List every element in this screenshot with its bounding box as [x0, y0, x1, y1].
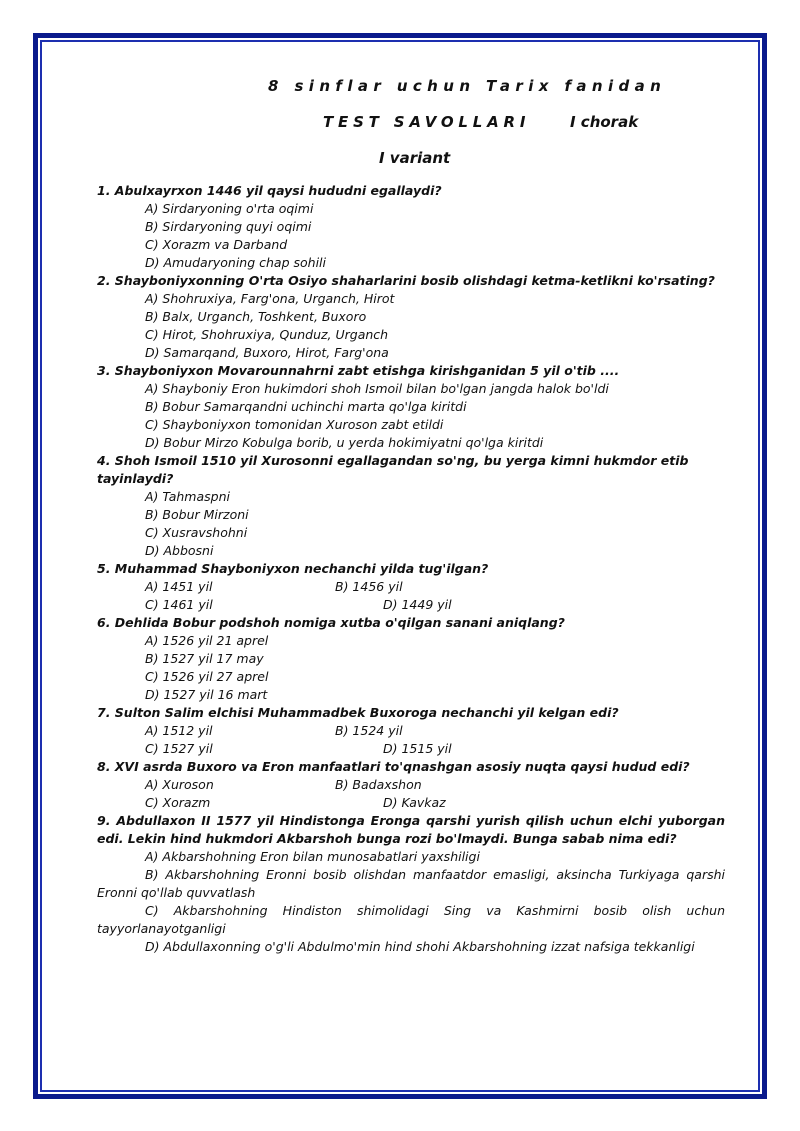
option: B) Bobur Samarqandni uchinchi marta qo'lga kiritdi [145, 399, 467, 414]
question-3 [97, 362, 725, 452]
option: C) Xorazm va Darband [145, 237, 288, 252]
option-row [97, 722, 725, 740]
title-line-1: 8 sinflar uchun Tarix fanidan [268, 77, 667, 95]
option: B) 1527 yil 17 may [145, 651, 264, 666]
option: D) Bobur Mirzo Kobulga borib, u yerda hokimiyatni qo'lga kiritdi [145, 435, 544, 450]
option-row [97, 740, 725, 758]
option: C) 1461 yil [145, 597, 213, 612]
option: A) Sirdaryoning o'rta oqimi [145, 201, 314, 216]
option: D) 1527 yil 16 mart [145, 687, 268, 702]
option: A) Shohruxiya, Farg'ona, Urganch, Hirot [145, 291, 395, 306]
option: A) 1512 yil [145, 723, 213, 738]
option-row [97, 596, 725, 614]
option: D) Abbosni [145, 543, 214, 558]
option: B) Akbarshohning Eronni bosib olishdan manfaatdor emasligi, aksincha Turkiyaga qarshi Eronni qo'llab quvvatlash [97, 867, 725, 900]
question-6 [97, 614, 725, 704]
option: B) Balx, Urganch, Toshkent, Buxoro [145, 309, 367, 324]
option: B) 1524 yil [335, 723, 403, 738]
option: B) Sirdaryoning quyi oqimi [145, 219, 312, 234]
option: D) Abdullaxonning o'g'li Abdulmo'min hind shohi Akbarshohning izzat nafsiga tekkanligi [145, 939, 695, 954]
option: C) 1526 yil 27 aprel [145, 669, 269, 684]
option: C) Hirot, Shohruxiya, Qunduz, Urganch [145, 327, 389, 342]
question-text: 4. Shoh Ismoil 1510 yil Xurosonni egallagandan so'ng, bu yerga kimni hukmdor etib tayinlaydi? [97, 453, 689, 486]
option: C) 1527 yil [145, 741, 213, 756]
question-text: 1. Abulxayrxon 1446 yil qaysi hududni egallaydi? [97, 183, 442, 198]
option: D) 1515 yil [383, 741, 452, 756]
option: B) 1456 yil [335, 579, 403, 594]
option: C) Xusravshohni [145, 525, 248, 540]
option: C) Shayboniyxon tomonidan Xuroson zabt etildi [145, 417, 444, 432]
title-line-2: TEST SAVOLLARI [323, 113, 531, 131]
option-row [97, 776, 725, 794]
question-2 [97, 272, 725, 362]
option: A) Xuroson [145, 777, 214, 792]
option: A) 1526 yil 21 aprel [145, 633, 269, 648]
question-text: 2. Shayboniyxonning O'rta Osiyo shaharlarini bosib olishdagi ketma-ketlikni ko'rsating? [97, 273, 715, 288]
question-1 [97, 182, 725, 272]
question-4 [97, 452, 725, 560]
question-list [97, 182, 725, 956]
question-5 [97, 560, 725, 614]
variant-label: I variant [379, 149, 451, 167]
option: B) Badaxshon [335, 777, 422, 792]
question-7 [97, 704, 725, 758]
question-8 [97, 758, 725, 812]
option: B) Bobur Mirzoni [145, 507, 249, 522]
question-text: 8. XVI asrda Buxoro va Eron manfaatlari to'qnashgan asosiy nuqta qaysi hudud edi? [97, 759, 690, 774]
option: D) Kavkaz [383, 795, 446, 810]
option: A) Tahmaspni [145, 489, 230, 504]
option: A) Shayboniy Eron hukimdori shoh Ismoil bilan bo'lgan jangda halok bo'ldi [145, 381, 609, 396]
question-text: 9. Abdullaxon II 1577 yil Hindistonga Eronga qarshi yurish qilish uchun elchi yuborgan edi. Lekin hind hukmdori Akbarshoh bunga rozi bo'lmaydi. Bunga sabab nima edi? [97, 813, 725, 846]
option: A) Akbarshohning Eron bilan munosabatlari yaxshiligi [145, 849, 480, 864]
question-text: 3. Shayboniyxon Movarounnahrni zabt etishga kirishganidan 5 yil o'tib .... [97, 363, 620, 378]
option: D) Amudaryoning chap sohili [145, 255, 326, 270]
question-9 [97, 812, 725, 956]
option: C) Akbarshohning Hindiston shimolidagi Sing va Kashmirni bosib olish uchun tayyorlanayotganligi [97, 903, 725, 936]
question-text: 6. Dehlida Bobur podshoh nomiga xutba o'qilgan sanani aniqlang? [97, 615, 565, 630]
option: D) Samarqand, Buxoro, Hirot, Farg'ona [145, 345, 389, 360]
option: A) 1451 yil [145, 579, 213, 594]
option-row [97, 794, 725, 812]
option: C) Xorazm [145, 795, 211, 810]
quarter-label: I chorak [570, 113, 639, 131]
option-row [97, 578, 725, 596]
question-text: 7. Sulton Salim elchisi Muhammadbek Buxoroga nechanchi yil kelgan edi? [97, 705, 619, 720]
option: D) 1449 yil [383, 597, 452, 612]
question-text: 5. Muhammad Shayboniyxon nechanchi yilda tug'ilgan? [97, 561, 489, 576]
